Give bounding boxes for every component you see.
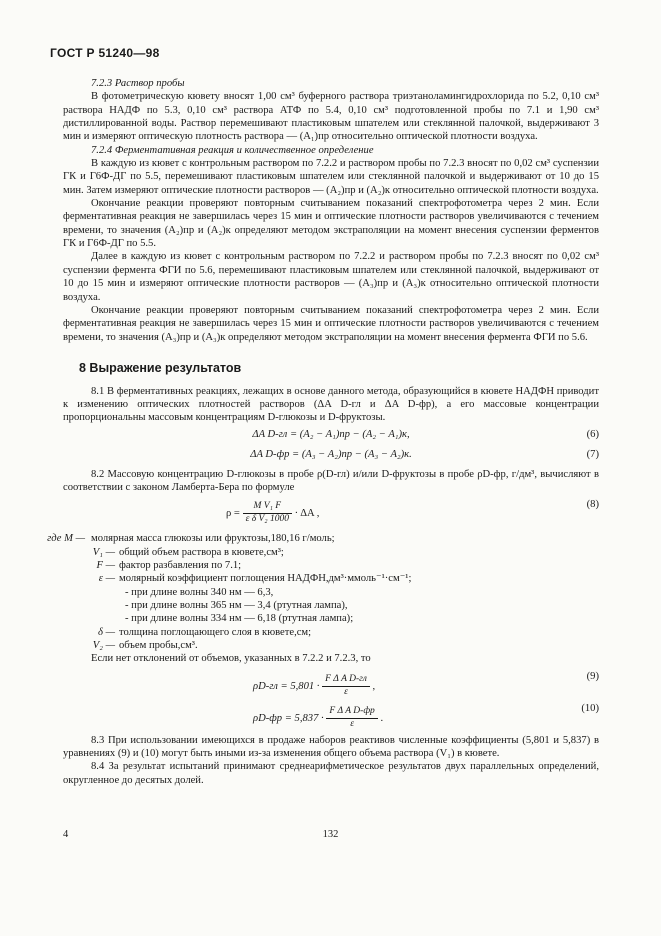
definition-desc: фактор разбавления по 7.1; (119, 560, 242, 572)
paragraph-no-deviation: Если нет отклонений от объемов, указанных в 7.2.2 и 7.2.3, то (91, 653, 371, 665)
equation-7-number: (7) (586, 448, 599, 460)
paragraph-8-4: 8.4 За результат испытаний принимают среднеарифметическое результатов двух параллельных определений, округленное до десятых долей. (63, 761, 599, 786)
paragraph-7-2-4-b: Окончание реакции проверяют повторным считыванием показаний спектрофотометра через 2 мин. Если ферментативная реакция не завершилась через 15 мин и оптические плотности растворов увеличиваются с течением времени, то значения (A₂)пр и (A₂)к определяют методом экстраполяции на момент внесения суспензии ферментов ГК и Г6Ф-ДГ по 5.5. (63, 198, 599, 250)
page-number-left: 4 (63, 829, 69, 840)
definition-desc: объем пробы,см³. (119, 640, 198, 652)
equation-10-numerator: F Δ A D-фр (326, 706, 377, 719)
definition-item (47, 532, 599, 545)
equation-9-number: (9) (586, 670, 599, 682)
document-body (47, 77, 599, 787)
paragraph-7-2-3: В фотометрическую кювету вносят 1,00 см³ буферного раствора триэтаноламингидрохлорида по 5.2, 0,10 см³ раствора НАДФ по 5.3, 0,10 см³ раствора АТФ по 5.4, 0,10 см³ подготовленной пробы по 7.1 и 1,90 см³ дистиллированной воды. Раствор перемешивают пластиковым шпателем или стеклянной палочкой, выдерживают 3 мин и измеряют оптическую плотность раствора — (A₁)пр относительно оптической плотности воздуха. (63, 91, 599, 143)
paragraph-7-2-4-c: Далее в каждую из кювет с контрольным раствором по 7.2.2 и раствором пробы по 7.2.3 вносят по 0,02 см³ суспензии фермента ФГИ по 5.6, перемешивают пластиковым шпателем или стеклянной палочкой, выдерживают от 10 до 15 мин и измеряют оптические плотности растворов — (A₃)пр и (A₃)к относительно оптической плотности воздуха. (63, 251, 599, 303)
equation-9-denominator: ε (344, 686, 348, 697)
wavelength-item: - при длине волны 365 нм — 3,4 (ртутная лампа), (125, 600, 348, 612)
equation-8-fraction (243, 501, 292, 526)
equation-8-numerator: M V₁ F (243, 501, 292, 514)
equation-8-lhs: ρ = (226, 508, 240, 520)
definition-item (63, 639, 599, 652)
definition-desc: молярный коэффициент поглощения НАДФН,дм³·ммоль⁻¹·см⁻¹; (119, 573, 412, 585)
definition-term: V₁ — (92, 546, 115, 558)
document-header: ГОСТ Р 51240—98 (50, 46, 160, 60)
equation-10-lhs: ρD-фр = 5,837 · (253, 712, 324, 724)
subsection-7-2-4-title: 7.2.4 Ферментативная реакция и количественное определение (91, 144, 374, 156)
page-folio: 132 (322, 829, 339, 840)
definition-item (63, 559, 599, 572)
equation-7 (63, 448, 599, 465)
definition-desc: толщина поглощающего слоя в кювете,см; (119, 626, 312, 638)
definition-desc: общий объем раствора в кювете,см³; (119, 546, 284, 558)
equation-9-lhs: ρD-гл = 5,801 · (253, 680, 320, 692)
equation-8-rhs: · ΔA , (294, 508, 320, 520)
definitions-list (47, 532, 599, 652)
definition-item (63, 626, 599, 639)
equation-7-formula: ΔA D-фр = (A₃ − A₂)пр − (A₃ − A₂)к. (250, 448, 412, 460)
equation-9 (63, 670, 599, 698)
definition-term: ε — (98, 573, 115, 585)
definition-term: V₂ — (92, 640, 115, 652)
equation-6 (63, 428, 599, 445)
wavelength-item: - при длине волны 334 нм — 6,18 (ртутная лампа); (125, 613, 354, 625)
paragraph-7-2-4-a: В каждую из кювет с контрольным раствором по 7.2.2 и раствором пробы по 7.2.3 вносят по 0,02 см³ суспензии ГК и Г6Ф-ДГ по 5.5, перемешивают пластиковым шпателем или стеклянной палочкой и выдерживают от 10 до 15 мин. Затем измеряют оптические плотности растворов — (A₂)пр и (A₂)к относительно оптической плотности воздуха. (63, 158, 599, 196)
definition-item (63, 546, 599, 559)
subsection-7-2-3-title: 7.2.3 Раствор пробы (91, 78, 185, 89)
wavelength-item: - при длине волны 340 нм — 6,3, (125, 586, 274, 598)
definition-term: δ — (98, 626, 115, 638)
equation-10 (63, 702, 599, 730)
equation-10-tail: . (380, 712, 384, 724)
definition-item (63, 572, 599, 585)
equation-10-number: (10) (581, 702, 599, 714)
equation-8-denominator: ε δ V₂ 1000 (245, 514, 289, 525)
equation-6-number: (6) (586, 428, 599, 440)
definition-term: F — (96, 560, 115, 572)
paragraph-8-3: 8.3 При использовании имеющихся в продаже наборов реактивов численные коэффициенты (5,801 и 5,837) в уравнениях (9) и (10) могут быть иными из-за изменения общего объема раствора (V₁) в кювете. (63, 734, 599, 760)
paragraph-8-2: 8.2 Массовую концентрацию D-глюкозы в пробе ρ(D-гл) и/или D-фруктозы в пробе ρD-фр, г/дм³, вычисляют в соответствии с законом Ламберта-Бера по формуле (63, 468, 599, 493)
equation-9-fraction (322, 674, 370, 699)
paragraph-8-1: 8.1 В ферментативных реакциях, лежащих в основе данного метода, образующийся в кювете НАДФН приводит к изменению оптических плотностей растворов (ΔA D-гл и ΔA D-фр), а его массовые концентрации пропорциональны массовым концентрациям D-глюкозы и D-фруктозы. (63, 385, 599, 424)
equation-8 (63, 498, 599, 528)
equation-6-formula: ΔA D-гл = (A₂ − A₁)пр − (A₂ − A₁)к, (252, 428, 410, 440)
equation-10-denominator: ε (350, 718, 354, 729)
definition-term: где M — (47, 533, 85, 545)
section-8-title: 8 Выражение результатов (79, 360, 242, 375)
paragraph-7-2-4-d: Окончание реакции проверяют повторным считыванием показаний спектрофотометра через 2 мин. Если ферментативная реакция не завершилась через 15 мин и оптические плотности растворов увеличиваются с течением времени, то значения (A₃)пр и (A₃)к определяют методом экстраполяции на момент внесения фермента ФГИ по 5.6. (63, 304, 599, 343)
definition-desc: молярная масса глюкозы или фруктозы,180,16 г/моль; (91, 533, 335, 545)
equation-9-tail: , (372, 680, 376, 692)
equation-10-fraction (326, 706, 377, 731)
equation-8-number: (8) (586, 499, 599, 511)
equation-9-numerator: F Δ A D-гл (322, 674, 370, 687)
